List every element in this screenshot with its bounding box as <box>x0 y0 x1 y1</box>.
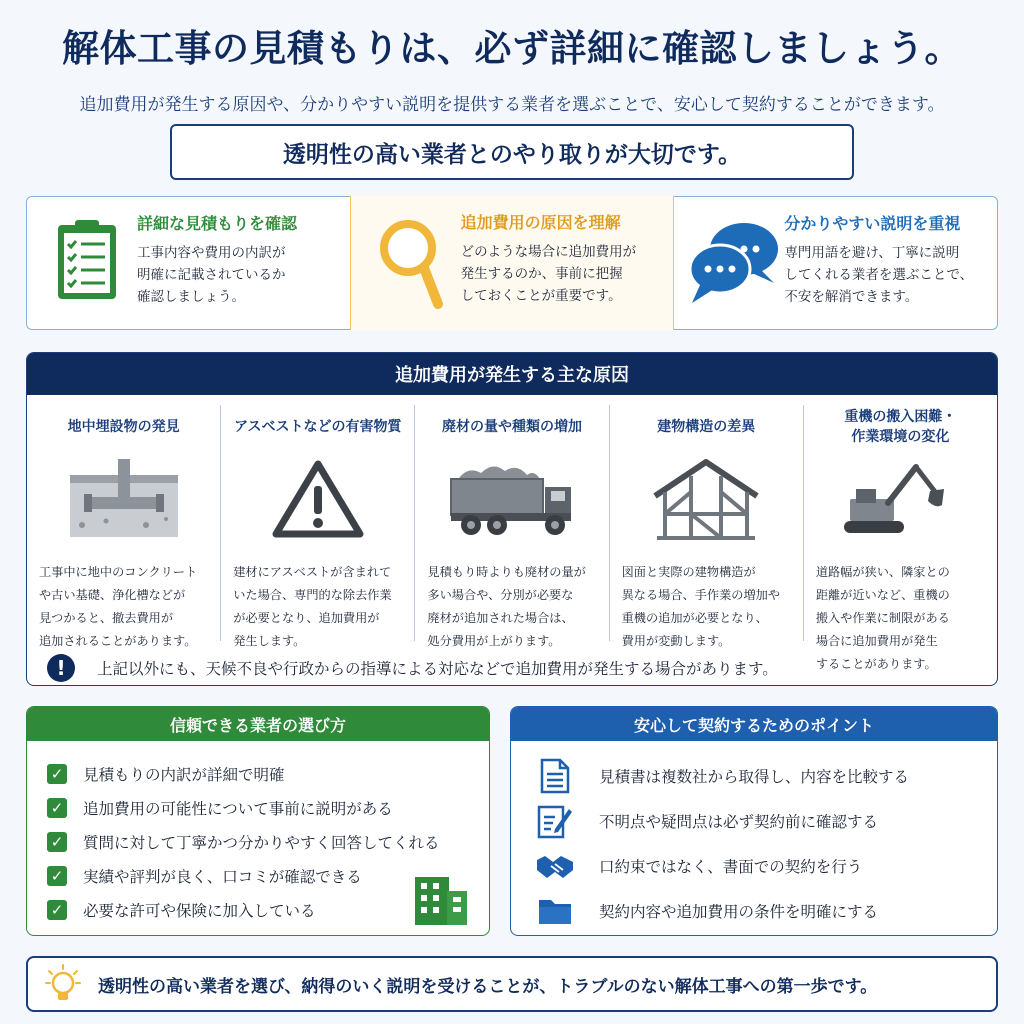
checklist-item <box>47 757 489 791</box>
feature-card-detailed-estimate <box>27 197 350 329</box>
key-message-banner: 透明性の高い業者とのやり取りが大切です。 <box>170 124 854 180</box>
clipboard-checklist-icon <box>37 211 137 319</box>
point-item <box>535 753 997 798</box>
point-item <box>535 843 997 888</box>
cause-title: 建物構造の差異 <box>657 419 756 435</box>
document-icon <box>535 758 575 794</box>
cause-body: 見積もり時よりも廃材の量が 多い場合や、分別が必要な 廃材が追加された場合は、 処分費用が上がります。 <box>427 565 586 648</box>
underground-pipe-icon <box>35 451 212 547</box>
cause-title: 地中埋設物の発見 <box>67 419 180 435</box>
footer-text: 透明性の高い業者を選び、納得のいく説明を受けることが、トラブルのない解体工事への第一歩です。 <box>98 976 878 997</box>
feature-title: 詳細な見積もりを確認 <box>137 214 298 233</box>
footer-message <box>26 956 998 1012</box>
causes-header: 追加費用が発生する主な原因 <box>27 353 997 395</box>
cause-column <box>609 405 803 648</box>
excavator-icon <box>812 451 989 547</box>
point-item <box>535 798 997 843</box>
cause-column <box>803 405 997 671</box>
point-item-label: 見積書は複数社から取得し、内容を比較する <box>599 767 910 786</box>
point-item-label: 不明点や疑問点は必ず契約前に確認する <box>599 812 879 831</box>
checklist-item-label: 必要な許可や保険に加入している <box>83 902 316 920</box>
feature-body: 工事内容や費用の内訳が 明確に記載されているか 確認しましょう。 <box>137 245 286 305</box>
pen-document-icon <box>535 803 575 839</box>
checklist-item <box>47 791 489 825</box>
trusted-panel-title: 信頼できる業者の選び方 <box>27 707 489 741</box>
checklist-item-label: 見積もりの内訳が詳細で明確 <box>83 766 285 784</box>
dump-truck-icon <box>423 451 600 547</box>
cause-body: 建材にアスベストが含まれて いた場合、専門的な除去作業 が必要となり、追加費用が 発生します。 <box>233 565 392 648</box>
folder-icon <box>535 893 575 929</box>
cause-body: 図面と実際の建物構造が 異なる場合、手作業の増加や 重機の追加が必要となり、 費用が変動します。 <box>621 565 781 648</box>
page-subtitle: 追加費用が発生する原因や、分かりやすい説明を提供する業者を選ぶことで、安心して契約することができます。 <box>79 95 945 115</box>
feature-title: 分かりやすい説明を重視 <box>784 214 961 233</box>
contract-points-panel <box>510 706 998 936</box>
warning-triangle-icon <box>229 451 406 547</box>
point-item <box>535 888 997 933</box>
points-list <box>511 741 997 933</box>
point-item-label: 口約束ではなく、書面での契約を行う <box>599 857 863 876</box>
trusted-contractor-panel <box>26 706 490 936</box>
page-title: 解体工事の見積もりは、必ず詳細に確認しましょう。 <box>62 27 962 70</box>
cause-title: アスベストなどの有害物質 <box>234 419 402 435</box>
house-frame-icon <box>618 451 795 547</box>
cause-body: 工事中に地中のコンクリート や古い基礎、浄化槽などが 見つかると、撤去費用が 追加されることがあります。 <box>39 565 198 648</box>
causes-note-text: 上記以外にも、天候不良や行政からの指導による対応などで追加費用が発生する場合があります。 <box>97 660 778 678</box>
handshake-icon <box>535 848 575 884</box>
feature-body: 専門用語を避け、丁寧に説明 してくれる業者を選ぶことで、 不安を解消できます。 <box>784 245 974 305</box>
checklist-item-label: 質問に対して丁寧かつ分かりやすく回答してくれる <box>83 834 440 852</box>
feature-card-clear-explanation <box>674 197 997 329</box>
checkbox-icon: ✓ <box>47 900 67 920</box>
checkbox-icon: ✓ <box>47 832 67 852</box>
point-item-label: 契約内容や追加費用の条件を明確にする <box>599 902 879 921</box>
checklist-item-label: 追加費用の可能性について事前に説明がある <box>83 800 393 818</box>
cause-body: 道路幅が狭い、隣家との 距離が近いなど、重機の 搬入や作業に制限がある 場合に追加費用が発生 することがあります。 <box>815 565 950 671</box>
causes-section <box>26 352 998 686</box>
checkbox-icon: ✓ <box>47 764 67 784</box>
points-panel-title: 安心して契約するためのポイント <box>511 707 997 741</box>
checkbox-icon: ✓ <box>47 798 67 818</box>
checklist-item-label: 実績や評判が良く、口コミが確認できる <box>83 868 362 886</box>
exclamation-icon: ! <box>47 654 75 682</box>
feature-body: どのような場合に追加費用が 発生するのか、事前に把握 しておくことが重要です。 <box>460 244 637 304</box>
cause-title: 廃材の量や種類の増加 <box>442 419 582 435</box>
building-icon <box>411 869 469 929</box>
speech-bubbles-icon <box>684 211 784 319</box>
checkbox-icon: ✓ <box>47 866 67 886</box>
cause-column <box>27 405 220 648</box>
feature-card-additional-cost <box>350 196 675 330</box>
lightbulb-icon <box>28 964 98 1004</box>
magnifier-icon <box>361 210 461 320</box>
feature-title: 追加費用の原因を理解 <box>460 213 621 232</box>
cause-title: 重機の搬入困難・ 作業環境の変化 <box>844 409 957 445</box>
feature-cards <box>26 196 998 330</box>
causes-note <box>47 653 977 683</box>
cause-column <box>414 405 608 648</box>
cause-column <box>220 405 414 648</box>
checklist-item <box>47 825 489 859</box>
